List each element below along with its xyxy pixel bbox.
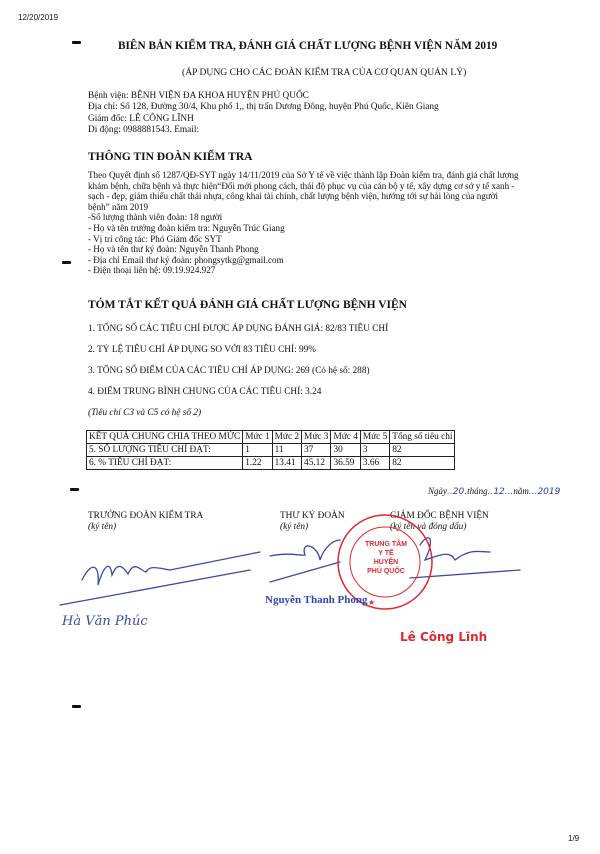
table-cell: 37	[302, 444, 331, 457]
director-note: (ký tên và đóng dấu)	[390, 522, 467, 532]
hospital-address: Địa chỉ: Số 128, Đường 30/4, Khu phố 1,, thị trấn Dương Đông, huyện Phú Quốc, Kiên Giang	[88, 102, 439, 113]
date-year: 2019	[537, 487, 561, 497]
team-line: sạch - đẹp, giảm thiểu chất thải nhựa, công khai tài chính, chất lượng bệnh viện, hướng tới sự hài lòng của người	[88, 191, 499, 202]
table-cell: 30	[331, 444, 360, 457]
document-subtitle: (ÁP DỤNG CHO CÁC ĐOÀN KIỂM TRA CỦA CƠ QUAN QUẢN LÝ)	[182, 67, 467, 78]
table-header-cell: Mức 2	[272, 431, 301, 444]
summary-item: 2. TỶ LỆ TIÊU CHÍ ÁP DỤNG SO VỚI 83 TIÊU CHÍ: 99%	[88, 345, 317, 355]
table-header-cell: Mức 5	[360, 431, 389, 444]
secretary-title: THƯ KÝ ĐOÀN	[280, 511, 345, 521]
team-line: Theo Quyết định số 1287/QĐ-SYT ngày 14/11/2019 của Sở Y tế về việc thành lập Đoàn kiểm tra, đánh giá chất lượng	[88, 170, 519, 180]
year-label: năm	[513, 486, 529, 496]
table-cell: 3	[360, 444, 389, 457]
month-label: tháng	[467, 486, 488, 496]
director-title: GIÁM ĐỐC BỆNH VIỆN	[390, 511, 489, 521]
leader-note: (ký tên)	[88, 522, 117, 532]
team-line: - Họ và tên thư ký đoàn: Nguyễn Thanh Phong	[88, 244, 259, 255]
table-cell: 5. SỐ LƯỢNG TIÊU CHÍ ĐẠT:	[87, 444, 243, 457]
coefficient-note: (Tiêu chí C3 và C5 có hệ số 2)	[88, 408, 202, 418]
table-cell: 45.12	[302, 457, 331, 470]
leader-handwritten-name: Hà Văn Phúc	[62, 614, 148, 629]
table-cell: 1.22	[243, 457, 272, 470]
table-cell: 1	[243, 444, 272, 457]
date-month: 12	[493, 487, 505, 497]
stamp-line: TRUNG TÂM	[365, 541, 407, 548]
stamp-line: Y TẾ	[378, 550, 394, 557]
team-line: bệnh” năm 2019	[88, 201, 149, 212]
table-header-cell: Tổng số tiêu chí	[390, 431, 455, 444]
date-prefix: Ngày	[428, 486, 447, 496]
director-name: Lê Công Lĩnh	[400, 630, 488, 644]
table-cell: 36.59	[331, 457, 360, 470]
team-line: - Địa chỉ Email thư ký đoàn: phongsytkg@gmail.com	[88, 254, 284, 265]
hospital-contact: Di động: 0988881543. Email:	[88, 125, 200, 136]
stamp-text	[358, 540, 414, 576]
team-line: - Điện thoại liên hệ: 09.19.924.927	[88, 265, 216, 276]
print-date: 12/20/2019	[18, 13, 59, 22]
table-header-cell: Mức 1	[243, 431, 272, 444]
date-day: 20	[452, 487, 465, 497]
team-heading: THÔNG TIN ĐOÀN KIỂM TRA	[88, 151, 253, 163]
table-cell: 3.66	[360, 457, 389, 470]
table-header-cell: Mức 3	[302, 431, 331, 444]
team-line: - Họ và tên trưởng đoàn kiểm tra: Nguyễn Trúc Giang	[88, 222, 285, 233]
hospital-director: Giám đốc: LÊ CÔNG LĨNH	[88, 113, 194, 124]
summary-item: 3. TỔNG SỐ ĐIỂM CỦA CÁC TIÊU CHÍ ÁP DỤNG: 269 (Có hệ số: 288)	[88, 366, 370, 376]
table-header-cell: KẾT QUẢ CHUNG CHIA THEO MỨC	[87, 431, 243, 444]
table-cell: 13.41	[272, 457, 301, 470]
team-line: - Vị trí công tác: Phó Giám đốc SYT	[88, 233, 222, 244]
team-line: -Số lượng thành viên đoàn: 18 người	[88, 212, 223, 223]
svg-text:★: ★	[368, 598, 376, 607]
stamp-line: HUYỆN	[373, 559, 399, 566]
summary-item: 1. TỔNG SỐ CÁC TIÊU CHÍ ĐƯỢC ÁP DỤNG ĐÁNH GIÁ: 82/83 TIÊU CHÍ	[88, 324, 389, 334]
date-line: Ngày..20.tháng..12...năm...2019	[428, 486, 561, 497]
table-header-cell: Mức 4	[331, 431, 360, 444]
secretary-note: (ký tên)	[280, 522, 309, 532]
table-cell: 82	[390, 457, 455, 470]
table-cell: 82	[390, 444, 455, 457]
summary-heading: TÓM TẮT KẾT QUẢ ĐÁNH GIÁ CHẤT LƯỢNG BỆNH VIỆN	[88, 299, 407, 311]
hospital-name: Bệnh viện: BỆNH VIỆN ĐA KHOA HUYỆN PHÚ QUỐC	[88, 91, 309, 101]
page-number: 1/9	[568, 834, 580, 843]
team-line: khám bệnh, chữa bệnh và thực hiện“Đổi mới phong cách, thái độ phục vụ của cán bộ y tế, xây dựng cơ sở y tế xanh -	[88, 180, 515, 191]
table-cell: 11	[272, 444, 301, 457]
document-title: BIÊN BẢN KIỂM TRA, ĐÁNH GIÁ CHẤT LƯỢNG BỆNH VIỆN NĂM 2019	[118, 40, 498, 52]
stamp-line: PHÚ QUỐC	[367, 568, 405, 575]
leader-title: TRƯỞNG ĐOÀN KIỂM TRA	[88, 511, 204, 521]
secretary-name: Nguyễn Thanh Phong	[265, 594, 368, 606]
summary-item: 4. ĐIỂM TRUNG BÌNH CHUNG CỦA CÁC TIÊU CHÍ: 3.24	[88, 387, 322, 397]
table-cell: 6. % TIÊU CHÍ ĐẠT:	[87, 457, 243, 470]
